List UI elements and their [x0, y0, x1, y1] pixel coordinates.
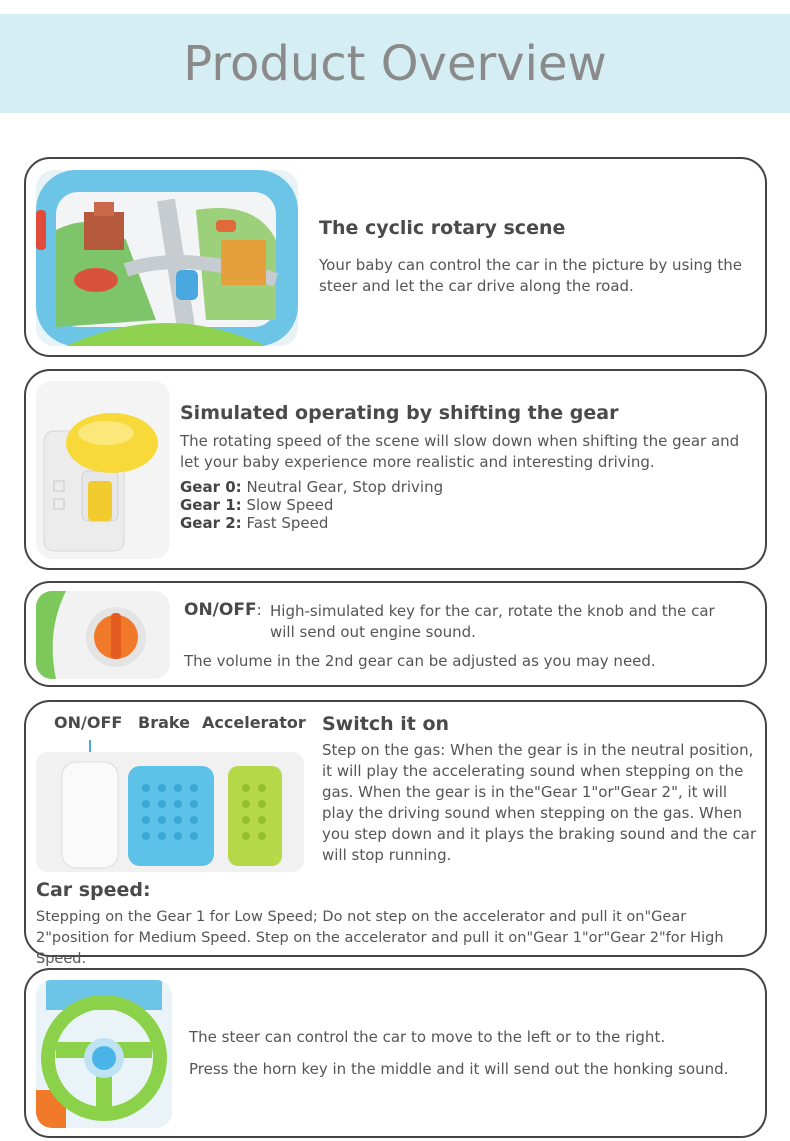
gear-description: The rotating speed of the scene will slow down when shifting the gear and let your baby experience more realistic and interesting driving.: [180, 432, 740, 471]
feature-card-onoff: [24, 581, 767, 687]
onoff-label: ON/OFF: [184, 600, 257, 620]
pedal-label-brake: Brake: [138, 713, 190, 732]
rotary-scene-image: [36, 170, 298, 346]
gear-item-text: Slow Speed: [246, 496, 334, 514]
steer-description-1: The steer can control the car to move to the left or to the right.: [189, 1028, 666, 1046]
gear-item-text: Neutral Gear, Stop driving: [246, 478, 444, 496]
onoff-separator: :: [256, 601, 262, 619]
onoff-knob-image: [36, 591, 170, 679]
feature-card-gear: [24, 369, 767, 570]
gear-item-label: Gear 1:: [180, 496, 242, 514]
scene-title: The cyclic rotary scene: [319, 217, 566, 239]
pedals-image: [34, 740, 306, 875]
gear-title: Simulated operating by shifting the gear: [180, 402, 619, 424]
car-speed-description: Stepping on the Gear 1 for Low Speed; Do not step on the accelerator and pull it on"Gear 2"position for Medium Speed. Step on the accelerator and pull it on"Gear 1"or"Gear 2"for High Speed.: [36, 909, 724, 967]
onoff-description: High-simulated key for the car, rotate the knob and the car will send out engine sound.: [270, 602, 715, 641]
page-header: [0, 14, 790, 113]
steer-description-2: Press the horn key in the middle and it will send out the honking sound.: [189, 1060, 729, 1078]
feature-card-pedals: [24, 700, 767, 967]
steering-wheel-image: [36, 980, 172, 1128]
gear-item-label: Gear 2:: [180, 514, 242, 532]
gear-item-label: Gear 0:: [180, 478, 242, 496]
onoff-volume-note: The volume in the 2nd gear can be adjusted as you may need.: [184, 652, 656, 670]
feature-card-steer: [24, 968, 767, 1138]
gear-shifter-image: [36, 381, 170, 559]
switch-on-title: Switch it on: [322, 713, 450, 735]
page-title: Product Overview: [183, 36, 607, 92]
pedal-label-accelerator: Accelerator: [202, 713, 306, 732]
switch-on-description: Step on the gas: When the gear is in the neutral position, it will play the accelerating sound when stepping on the gas. When the gear is in the"Gear 1"or"Gear 2", it will play the driving sound when stepping on the gas. When you step down and it plays the braking sound and the car will stop running.: [322, 741, 757, 864]
gear-item-2: [180, 513, 580, 534]
scene-description: Your baby can control the car in the picture by using the steer and let the car drive along the road.: [319, 256, 742, 295]
pedal-label-onoff: ON/OFF: [54, 713, 123, 732]
gear-item-text: Fast Speed: [246, 514, 329, 532]
car-speed-title: Car speed:: [36, 879, 151, 901]
feature-card-scene: [24, 157, 767, 357]
